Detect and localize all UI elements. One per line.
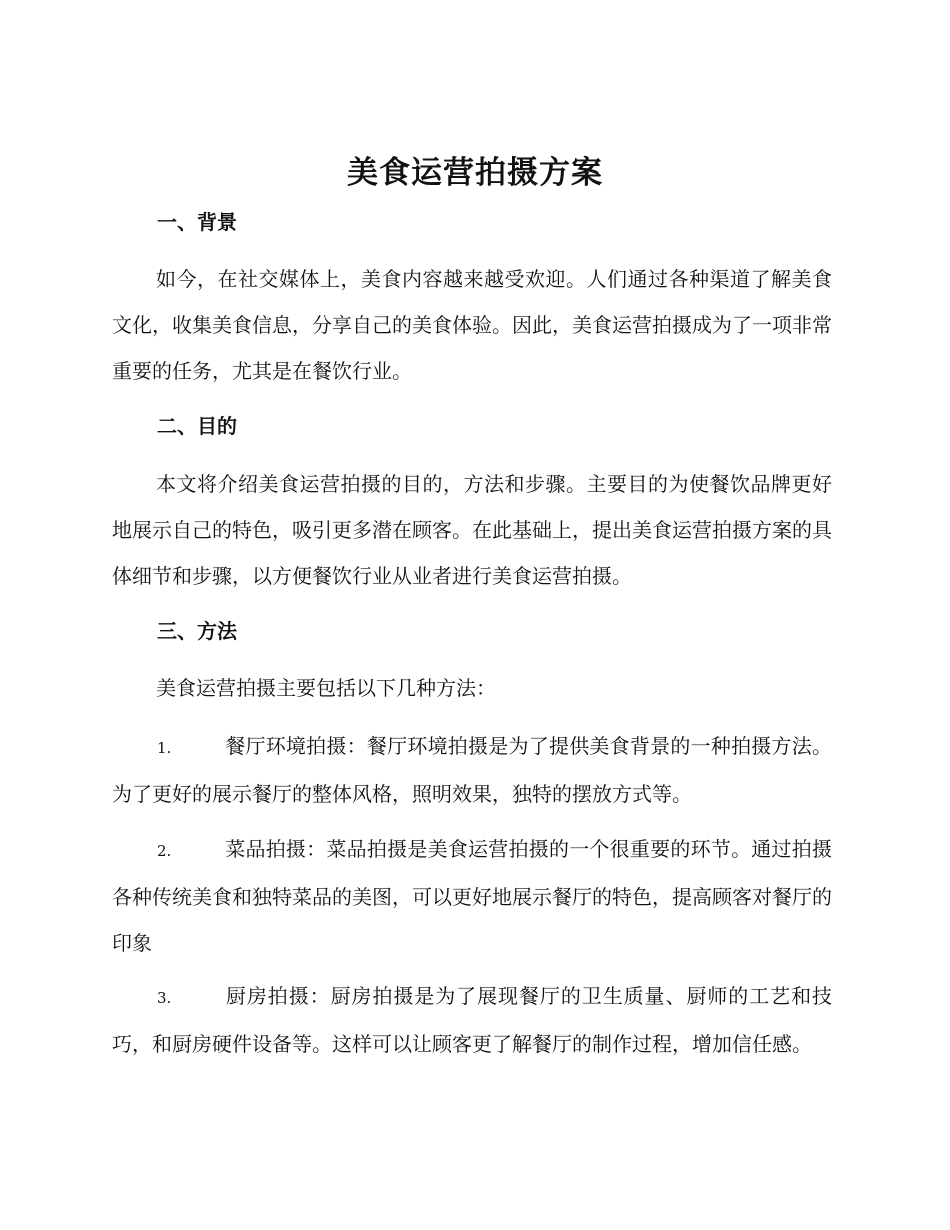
list-item bbox=[112, 973, 832, 1067]
list-item-text: 厨房拍摄：厨房拍摄是为了展现餐厅的卫生质量、厨师的工艺和技巧，和厨房硬件设备等。这样可以让顾客更了解餐厅的制作过程，增加信任感。 bbox=[112, 984, 832, 1056]
list-item-number: 3. bbox=[157, 989, 172, 1007]
section-heading-background: 一、背景 bbox=[157, 210, 237, 234]
section-paragraph-purpose: 本文将介绍美食运营拍摄的目的，方法和步骤。主要目的为使餐饮品牌更好地展示自己的特色，吸引更多潜在顾客。在此基础上，提出美食运营拍摄方案的具体细节和步骤，以方便餐饮行业从业者进行美食运营拍摄。 bbox=[112, 472, 832, 588]
list-item-number: 2. bbox=[157, 842, 172, 860]
section-heading-purpose: 二、目的 bbox=[157, 414, 237, 438]
list-item bbox=[112, 723, 832, 817]
section-heading-method: 三、方法 bbox=[157, 619, 237, 643]
list-item bbox=[112, 826, 832, 966]
list-item-text: 餐厅环境拍摄：餐厅环境拍摄是为了提供美食背景的一种拍摄方法。为了更好的展示餐厅的整体风格，照明效果，独特的摆放方式等。 bbox=[112, 734, 832, 806]
section-paragraph-background: 如今，在社交媒体上，美食内容越来越受欢迎。人们通过各种渠道了解美食文化，收集美食信息，分享自己的美食体验。因此，美食运营拍摄成为了一项非常重要的任务，尤其是在餐饮行业。 bbox=[112, 267, 832, 383]
list-item-number: 1. bbox=[157, 739, 172, 757]
list-item-text: 菜品拍摄：菜品拍摄是美食运营拍摄的一个很重要的环节。通过拍摄各种传统美食和独特菜品的美图，可以更好地展示餐厅的特色，提高顾客对餐厅的印象 bbox=[112, 837, 832, 955]
section-paragraph-method: 美食运营拍摄主要包括以下几种方法： bbox=[156, 676, 496, 700]
document-title: 美食运营拍摄方案 bbox=[347, 155, 603, 191]
